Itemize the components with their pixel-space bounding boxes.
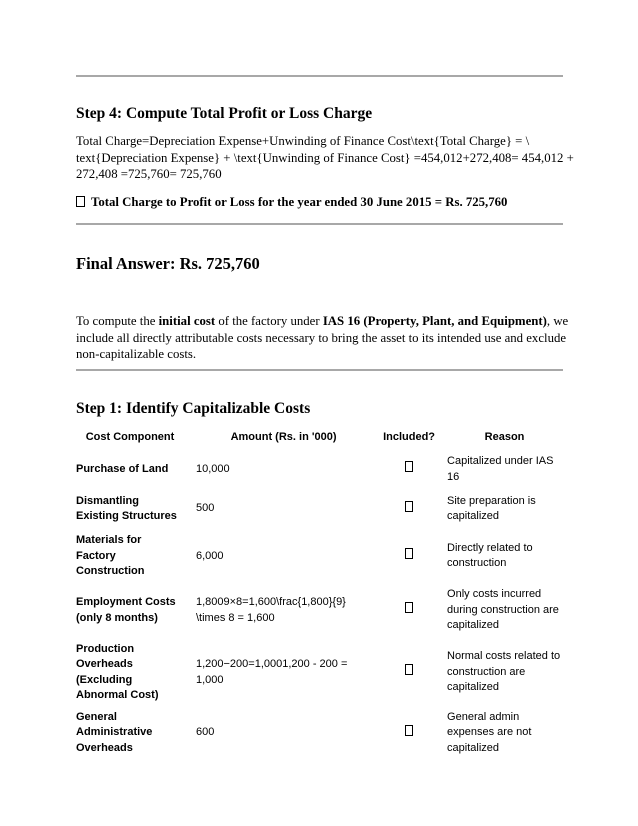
cost-amount: 1,8009×8=1,600\frac{1,800}{9} \times 8 = 1,600 <box>195 596 346 624</box>
table-row <box>70 451 568 488</box>
included-cell <box>377 583 441 639</box>
cost-amount: 600 <box>195 726 215 738</box>
cost-reason: Site preparation is capitalized <box>447 494 536 522</box>
cost-amount: 1,200−200=1,0001,200 - 200 = 1,000 <box>195 658 348 686</box>
cost-component: Materials for Factory Construction <box>76 534 145 577</box>
cost-component: Dismantling Existing Structures <box>76 494 177 522</box>
cost-reason: Capitalized under IAS 16 <box>447 455 554 483</box>
cost-reason: Normal costs related to construction are capitalized <box>447 650 561 694</box>
formula-line: text{Depreciation Expense} + \text{Unwinding of Finance Cost} =454,012+272,408= 454,012 + <box>76 150 574 165</box>
cost-component: Production Overheads (Excluding Abnormal Cost) <box>76 642 159 701</box>
checkbox-glyph-icon <box>405 548 413 559</box>
intro-text: To compute the <box>76 314 159 328</box>
step1-heading: Step 1: Identify Capitalizable Costs <box>76 400 311 417</box>
intro-line-3: non-capitalizable costs. <box>76 347 197 361</box>
column-header: Reason <box>484 431 525 444</box>
column-header: Amount (Rs. in '000) <box>230 431 337 444</box>
checkbox-glyph-icon <box>405 461 413 472</box>
step4-formula <box>76 133 574 183</box>
checkbox-glyph-icon <box>405 602 413 613</box>
step4-heading: Step 4: Compute Total Profit or Loss Charge <box>76 105 373 122</box>
checkbox-glyph-icon <box>405 501 413 512</box>
column-header: Cost Component <box>85 431 175 444</box>
included-cell <box>377 488 441 530</box>
intro-text: of the factory under <box>215 314 323 328</box>
intro-bold-term: initial cost <box>158 314 216 328</box>
intro-line-2: include all directly attributable costs necessary to bring the asset to its intended use and exclude <box>76 330 567 345</box>
cost-reason: General admin expenses are not capitalized <box>447 710 532 754</box>
horizontal-rule <box>76 369 563 371</box>
cost-component: Employment Costs (only 8 months) <box>76 596 176 624</box>
included-cell <box>377 707 441 760</box>
column-header: Included? <box>383 431 436 444</box>
cost-amount: 6,000 <box>195 549 224 562</box>
intro-bold-standard: IAS 16 (Property, Plant, and Equipment) <box>322 314 547 328</box>
included-cell <box>377 639 441 707</box>
horizontal-rule <box>76 75 563 77</box>
checkbox-glyph-icon <box>405 725 413 736</box>
table-header-row <box>70 425 568 451</box>
total-charge-text: Total Charge to Profit or Loss for the year ended 30 June 2015 = Rs. 725,760 <box>91 195 508 209</box>
cost-amount: 500 <box>195 502 215 515</box>
table-row <box>70 530 568 583</box>
table-row <box>70 488 568 530</box>
cost-reason: Only costs incurred during construction are capitalized <box>447 588 559 632</box>
final-answer-heading: Final Answer: Rs. 725,760 <box>76 254 260 273</box>
intro-paragraph <box>76 313 569 363</box>
table-row <box>70 707 568 760</box>
cost-component: General Administrative Overheads <box>76 710 153 754</box>
cost-amount: 10,000 <box>195 462 230 475</box>
cost-component: Purchase of Land <box>76 462 169 475</box>
table-row <box>70 639 568 707</box>
formula-line: Total Charge=Depreciation Expense+Unwinding of Finance Cost\text{Total Charge} = \ <box>76 134 530 148</box>
cost-table <box>70 425 568 759</box>
included-cell <box>377 530 441 583</box>
horizontal-rule <box>76 223 563 225</box>
formula-line: 272,408 =725,760= 725,760 <box>76 167 222 181</box>
table-row <box>70 583 568 639</box>
total-charge-line <box>76 195 507 210</box>
intro-line-1 <box>76 313 569 330</box>
checkbox-glyph-icon <box>76 196 85 207</box>
cost-reason: Directly related to construction <box>447 541 533 570</box>
intro-text: , we <box>546 314 569 328</box>
checkbox-glyph-icon <box>405 664 413 675</box>
included-cell <box>377 451 441 488</box>
